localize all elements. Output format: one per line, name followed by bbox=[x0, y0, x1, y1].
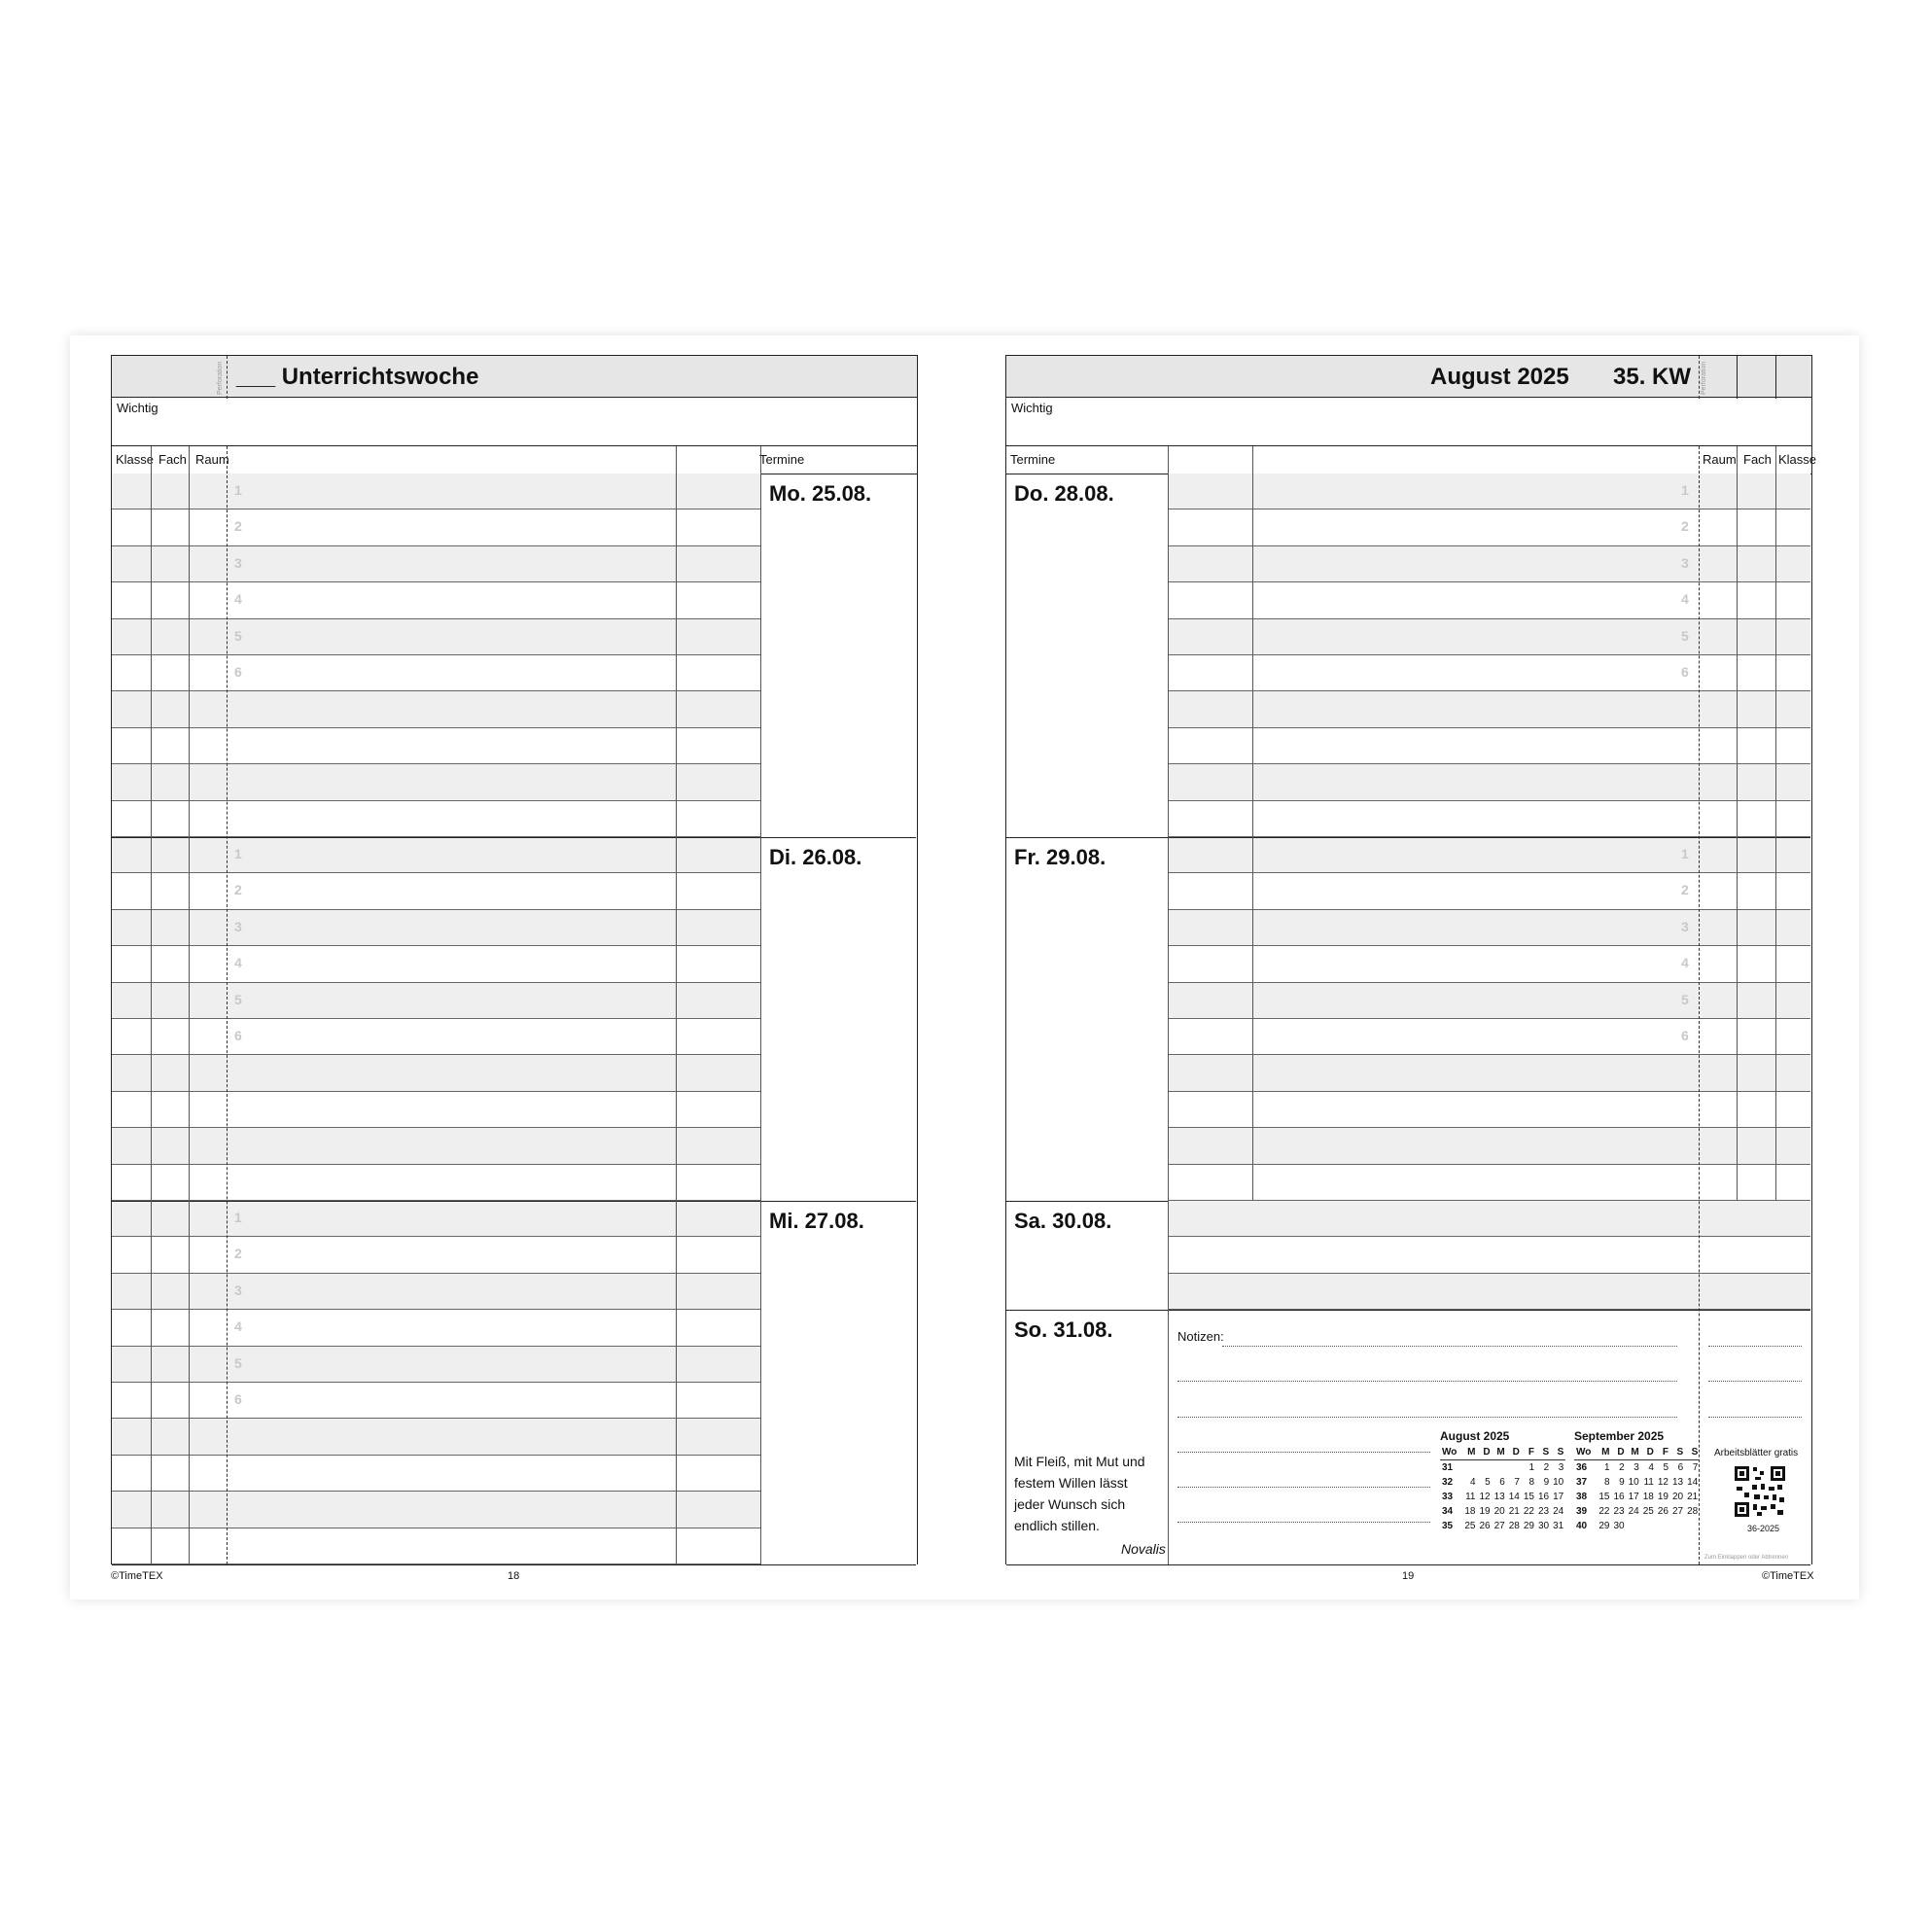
header-divider bbox=[1775, 356, 1776, 399]
mini-calendar-day: 19 bbox=[1479, 1506, 1491, 1518]
table-row[interactable] bbox=[112, 1419, 760, 1455]
mini-calendar-grid bbox=[1440, 1445, 1565, 1533]
column-line bbox=[151, 446, 152, 474]
lesson-table-left bbox=[111, 446, 918, 1564]
mini-calendar-day: 29 bbox=[1598, 1521, 1610, 1532]
mini-calendar-day: 6 bbox=[1677, 1462, 1684, 1474]
mini-calendar-day: 27 bbox=[1672, 1506, 1684, 1518]
mini-calendar-weekday: M bbox=[1462, 1445, 1477, 1460]
mini-calendar-day: 5 bbox=[1663, 1462, 1669, 1474]
day-separator bbox=[112, 1201, 916, 1202]
lesson-number: 3 bbox=[234, 918, 242, 934]
column-line bbox=[1168, 446, 1169, 1564]
table-row[interactable] bbox=[112, 1201, 760, 1237]
mini-calendar-weekday: S bbox=[1685, 1445, 1700, 1460]
perforation-line bbox=[1699, 356, 1700, 399]
table-row[interactable] bbox=[112, 691, 760, 727]
mini-calendar-day: 14 bbox=[1687, 1477, 1699, 1489]
table-row[interactable] bbox=[112, 1165, 760, 1201]
notes-line[interactable] bbox=[1177, 1381, 1677, 1382]
wichtig-label: Wichtig bbox=[117, 401, 158, 415]
mini-calendar-weekday: D bbox=[1478, 1445, 1493, 1460]
sunday-section bbox=[1006, 1310, 1811, 1569]
table-row[interactable] bbox=[1168, 946, 1810, 982]
table-row[interactable] bbox=[1168, 1237, 1810, 1273]
mini-calendar-weekday: S bbox=[1536, 1445, 1551, 1460]
mini-calendar-day: 24 bbox=[1553, 1506, 1564, 1518]
mini-calendar-day: 25 bbox=[1464, 1521, 1476, 1532]
mini-calendar-day: 22 bbox=[1598, 1506, 1610, 1518]
mini-calendar-day: 1 bbox=[1528, 1462, 1534, 1474]
mini-calendar-day bbox=[1507, 1460, 1522, 1476]
col-termine: Termine bbox=[759, 452, 805, 467]
lesson-number: 6 bbox=[234, 664, 242, 680]
mini-calendar-day: 9 bbox=[1543, 1477, 1550, 1489]
mini-calendar-day: 28 bbox=[1508, 1521, 1520, 1532]
mini-calendar-grid bbox=[1574, 1445, 1700, 1533]
table-row[interactable] bbox=[112, 728, 760, 764]
mini-calendar-day bbox=[1641, 1519, 1656, 1533]
mini-calendar-day: 2 bbox=[1619, 1462, 1625, 1474]
table-row[interactable] bbox=[1168, 983, 1810, 1019]
table-row[interactable] bbox=[1168, 1055, 1810, 1091]
mini-calendar-day: 4 bbox=[1648, 1462, 1654, 1474]
lesson-number: 4 bbox=[234, 1318, 242, 1335]
mini-calendar-day: 28 bbox=[1687, 1506, 1699, 1518]
table-row[interactable] bbox=[112, 655, 760, 691]
table-row[interactable] bbox=[112, 1128, 760, 1164]
notes-line[interactable] bbox=[1708, 1381, 1802, 1382]
mini-calendar-day: 13 bbox=[1672, 1477, 1684, 1489]
lesson-number: 4 bbox=[234, 955, 242, 971]
mini-calendar-week-number: 34 bbox=[1442, 1506, 1454, 1518]
mini-calendar-weekday: S bbox=[1551, 1445, 1565, 1460]
mini-calendar-week-number: 33 bbox=[1442, 1492, 1454, 1503]
table-row[interactable] bbox=[112, 474, 760, 509]
mini-calendar-day: 24 bbox=[1628, 1506, 1639, 1518]
table-row[interactable] bbox=[112, 509, 760, 545]
mini-calendar-weekday: F bbox=[1656, 1445, 1670, 1460]
notes-label: Notizen: bbox=[1177, 1329, 1224, 1345]
mini-calendar-title: August 2025 bbox=[1440, 1429, 1510, 1444]
table-row[interactable] bbox=[1168, 1092, 1810, 1128]
lesson-number: 3 bbox=[1681, 918, 1689, 934]
mini-calendar-week-number: 31 bbox=[1442, 1462, 1454, 1474]
mini-calendar-day: 15 bbox=[1523, 1492, 1534, 1503]
day-separator bbox=[1006, 1310, 1810, 1311]
mini-calendar-day: 2 bbox=[1543, 1462, 1550, 1474]
day-separator bbox=[112, 837, 916, 838]
col-fach: Fach bbox=[1743, 452, 1772, 467]
mini-calendar-day: 25 bbox=[1642, 1506, 1654, 1518]
table-row[interactable] bbox=[1168, 582, 1810, 618]
mini-calendar-weekday: Wo bbox=[1440, 1445, 1462, 1460]
mini-calendar-weekday: F bbox=[1522, 1445, 1536, 1460]
table-row[interactable] bbox=[1168, 837, 1810, 873]
col-raum: Raum bbox=[1703, 452, 1737, 467]
page-number-left: 18 bbox=[508, 1570, 520, 1582]
table-row[interactable] bbox=[112, 946, 760, 982]
week-title: 35. KW bbox=[1613, 364, 1692, 390]
mini-calendar-day: 7 bbox=[1692, 1462, 1699, 1474]
perforation-line bbox=[1699, 446, 1700, 1564]
mini-calendar-day: 16 bbox=[1613, 1492, 1625, 1503]
table-row[interactable] bbox=[1168, 1201, 1810, 1237]
page-title: ___ Unterrichtswoche bbox=[236, 364, 479, 390]
mini-calendar-day: 16 bbox=[1538, 1492, 1550, 1503]
lesson-number: 6 bbox=[234, 1028, 242, 1043]
header-divider bbox=[1737, 356, 1738, 399]
table-row[interactable] bbox=[112, 1092, 760, 1128]
table-row[interactable] bbox=[1168, 691, 1810, 727]
mini-calendar-day: 20 bbox=[1493, 1506, 1505, 1518]
table-row[interactable] bbox=[1168, 873, 1810, 909]
mini-calendar-day bbox=[1685, 1519, 1700, 1533]
mini-calendar-weekday: M bbox=[1597, 1445, 1611, 1460]
mini-calendar-day: 23 bbox=[1613, 1506, 1625, 1518]
table-row[interactable] bbox=[1168, 910, 1810, 946]
mini-calendar-day: 11 bbox=[1643, 1477, 1654, 1489]
lesson-number: 1 bbox=[1681, 846, 1689, 861]
lesson-number: 6 bbox=[1681, 664, 1689, 680]
notes-line[interactable] bbox=[1177, 1487, 1430, 1488]
planner-spread bbox=[70, 335, 1859, 1599]
mini-calendar-weekday: D bbox=[1641, 1445, 1656, 1460]
day-heading: Mi. 27.08. bbox=[769, 1209, 864, 1233]
wichtig-box[interactable] bbox=[111, 398, 918, 446]
mini-calendar-day: 27 bbox=[1493, 1521, 1505, 1532]
day-heading: Mo. 25.08. bbox=[769, 481, 872, 506]
column-line bbox=[1737, 446, 1738, 1201]
mini-calendar-week-number: 39 bbox=[1576, 1506, 1588, 1518]
mini-calendar-weekday: Wo bbox=[1574, 1445, 1597, 1460]
day-heading-sunday: So. 31.08. bbox=[1014, 1317, 1113, 1343]
table-row[interactable] bbox=[1168, 801, 1810, 837]
table-row[interactable] bbox=[112, 1383, 760, 1419]
lesson-number: 4 bbox=[1681, 591, 1689, 608]
table-row[interactable] bbox=[112, 546, 760, 582]
lesson-number: 1 bbox=[1681, 482, 1689, 498]
quote-author: Novalis bbox=[1121, 1541, 1166, 1558]
mini-calendar-week-number: 36 bbox=[1576, 1462, 1588, 1474]
column-header-row bbox=[112, 446, 917, 474]
lesson-number: 5 bbox=[234, 991, 242, 1007]
month-title: August 2025 bbox=[1430, 364, 1569, 390]
column-line bbox=[1252, 446, 1253, 1201]
wichtig-box[interactable] bbox=[1005, 398, 1812, 446]
day-separator bbox=[1006, 837, 1810, 838]
lesson-number: 1 bbox=[234, 846, 242, 861]
qr-code-caption: 36-2025 bbox=[1747, 1524, 1780, 1534]
table-bottom bbox=[112, 1564, 916, 1565]
table-row[interactable] bbox=[1168, 1128, 1810, 1164]
mini-calendar-day: 4 bbox=[1469, 1477, 1476, 1489]
lesson-number: 2 bbox=[234, 1246, 242, 1262]
mini-calendar-week-number: 38 bbox=[1576, 1492, 1588, 1503]
column-header-row bbox=[1006, 446, 1817, 474]
column-line bbox=[189, 474, 190, 1564]
day-heading: Fr. 29.08. bbox=[1014, 845, 1107, 869]
mini-calendar-day: 17 bbox=[1628, 1492, 1639, 1503]
mini-calendar-day: 6 bbox=[1499, 1477, 1505, 1489]
column-line bbox=[1775, 446, 1776, 1201]
mini-calendar-weekday: S bbox=[1670, 1445, 1685, 1460]
mini-calendar-day: 13 bbox=[1493, 1492, 1505, 1503]
mini-calendar-day: 8 bbox=[1603, 1477, 1610, 1489]
table-row[interactable] bbox=[112, 1310, 760, 1346]
lesson-number: 1 bbox=[234, 482, 242, 498]
lesson-number: 2 bbox=[1681, 882, 1689, 898]
fold-hint: Zum Einklappen oder Abtrennen bbox=[1704, 1555, 1789, 1562]
page-number-right: 19 bbox=[1402, 1570, 1415, 1582]
mini-calendar-day: 23 bbox=[1538, 1506, 1550, 1518]
left-header-bar bbox=[111, 355, 918, 398]
mini-calendar-weekday: D bbox=[1612, 1445, 1627, 1460]
table-row[interactable] bbox=[112, 1237, 760, 1273]
mini-calendar-weekday: M bbox=[1493, 1445, 1507, 1460]
lesson-number: 3 bbox=[1681, 554, 1689, 571]
day-heading: Di. 26.08. bbox=[769, 845, 862, 869]
lesson-number: 3 bbox=[234, 554, 242, 571]
perforation-line bbox=[227, 356, 228, 399]
table-row[interactable] bbox=[112, 619, 760, 655]
mini-calendar-day: 12 bbox=[1479, 1492, 1491, 1503]
mini-calendar-day: 31 bbox=[1553, 1521, 1564, 1532]
table-row[interactable] bbox=[1168, 1019, 1810, 1055]
col-klasse: Klasse bbox=[116, 452, 155, 467]
mini-calendar-day: 18 bbox=[1464, 1506, 1476, 1518]
wichtig-label: Wichtig bbox=[1011, 401, 1053, 415]
lesson-number: 2 bbox=[234, 882, 242, 898]
table-row[interactable] bbox=[112, 873, 760, 909]
mini-calendar-day bbox=[1493, 1460, 1507, 1476]
mini-calendar-week-number: 37 bbox=[1576, 1477, 1588, 1489]
mini-calendar-day: 21 bbox=[1508, 1506, 1520, 1518]
mini-calendar-day bbox=[1478, 1460, 1493, 1476]
table-row[interactable] bbox=[1168, 1165, 1810, 1201]
mini-calendar-day: 11 bbox=[1465, 1492, 1476, 1503]
table-row[interactable] bbox=[112, 837, 760, 873]
col-klasse: Klasse bbox=[1778, 452, 1817, 467]
lesson-number: 4 bbox=[1681, 955, 1689, 971]
col-termine: Termine bbox=[1010, 452, 1056, 467]
day-heading: Do. 28.08. bbox=[1014, 481, 1114, 506]
column-line bbox=[151, 474, 152, 1564]
mini-calendar-day: 3 bbox=[1633, 1462, 1639, 1474]
day-heading: Sa. 30.08. bbox=[1014, 1209, 1112, 1233]
mini-calendar-day bbox=[1656, 1519, 1670, 1533]
mini-calendar-day: 7 bbox=[1514, 1477, 1520, 1489]
column-line bbox=[760, 474, 761, 1564]
lesson-number: 6 bbox=[1681, 1028, 1689, 1043]
lesson-number: 2 bbox=[234, 518, 242, 535]
mini-calendar-day: 1 bbox=[1603, 1462, 1610, 1474]
mini-calendar-september bbox=[1574, 1429, 1700, 1533]
column-line bbox=[676, 474, 677, 1564]
column-line bbox=[760, 446, 761, 474]
mini-calendar-week-number: 35 bbox=[1442, 1521, 1454, 1532]
table-row[interactable] bbox=[112, 1055, 760, 1091]
table-row[interactable] bbox=[1168, 474, 1810, 509]
notes-line[interactable] bbox=[1708, 1417, 1802, 1418]
table-row[interactable] bbox=[112, 1492, 760, 1528]
mini-calendar-weekday: M bbox=[1627, 1445, 1641, 1460]
mini-calendar-day: 30 bbox=[1538, 1521, 1550, 1532]
mini-calendar-day: 3 bbox=[1558, 1462, 1564, 1474]
mini-calendar-day: 15 bbox=[1598, 1492, 1610, 1503]
notes-line[interactable] bbox=[1708, 1346, 1802, 1347]
lesson-number: 4 bbox=[234, 591, 242, 608]
lesson-number: 5 bbox=[1681, 991, 1689, 1007]
mini-calendar-day: 29 bbox=[1523, 1521, 1534, 1532]
table-row[interactable] bbox=[112, 1019, 760, 1055]
perforation-label: Perforation bbox=[217, 361, 224, 395]
mini-calendar-day: 9 bbox=[1619, 1477, 1625, 1489]
lesson-number: 5 bbox=[234, 627, 242, 644]
mini-calendar-day: 30 bbox=[1613, 1521, 1625, 1532]
left-page bbox=[111, 355, 918, 1570]
lesson-number: 5 bbox=[1681, 627, 1689, 644]
table-bottom bbox=[1006, 1564, 1810, 1565]
table-row[interactable] bbox=[1168, 619, 1810, 655]
table-row[interactable] bbox=[112, 1347, 760, 1383]
mini-calendar-august bbox=[1440, 1429, 1565, 1533]
worksheets-label: Arbeitsblätter gratis bbox=[1714, 1448, 1799, 1459]
col-raum: Raum bbox=[195, 452, 229, 467]
lesson-number: 6 bbox=[234, 1391, 242, 1407]
table-row[interactable] bbox=[112, 1528, 760, 1564]
mini-calendar-day bbox=[1462, 1460, 1477, 1476]
mini-calendar-day: 12 bbox=[1657, 1477, 1669, 1489]
mini-calendar-day bbox=[1627, 1519, 1641, 1533]
column-line bbox=[676, 446, 677, 474]
mini-calendar-day: 17 bbox=[1553, 1492, 1564, 1503]
mini-calendar-day bbox=[1670, 1519, 1685, 1533]
mini-calendar-week-number: 32 bbox=[1442, 1477, 1454, 1489]
right-page bbox=[1005, 355, 1817, 1570]
table-row[interactable] bbox=[1168, 546, 1810, 582]
table-row[interactable] bbox=[112, 582, 760, 618]
table-row[interactable] bbox=[1168, 1274, 1810, 1310]
notes-line[interactable] bbox=[1177, 1522, 1430, 1523]
mini-calendar-day: 19 bbox=[1657, 1492, 1669, 1503]
mini-calendar-day: 14 bbox=[1508, 1492, 1520, 1503]
table-row[interactable] bbox=[1168, 764, 1810, 800]
table-row[interactable] bbox=[112, 1274, 760, 1310]
mini-calendar-day: 21 bbox=[1687, 1492, 1699, 1503]
mini-calendar-title: September 2025 bbox=[1574, 1429, 1665, 1444]
mini-calendar-day: 10 bbox=[1628, 1477, 1639, 1489]
mini-calendar-weekday: D bbox=[1507, 1445, 1522, 1460]
table-row[interactable] bbox=[112, 1456, 760, 1492]
lesson-table-right bbox=[1005, 446, 1817, 1564]
mini-calendar-week-number: 40 bbox=[1576, 1521, 1588, 1532]
table-row[interactable] bbox=[1168, 509, 1810, 545]
quote-text: Mit Fleiß, mit Mut und festem Willen lässt jeder Wunsch sich endlich stillen. bbox=[1014, 1454, 1145, 1534]
table-row[interactable] bbox=[1168, 655, 1810, 691]
table-row[interactable] bbox=[112, 801, 760, 837]
perforation-label: Perforation bbox=[1701, 361, 1707, 395]
perforation-line bbox=[227, 446, 228, 1564]
notes-line[interactable] bbox=[1177, 1452, 1430, 1453]
lesson-number: 3 bbox=[234, 1282, 242, 1298]
mini-calendar-day: 26 bbox=[1479, 1521, 1491, 1532]
lesson-number: 1 bbox=[234, 1210, 242, 1225]
lesson-number: 5 bbox=[234, 1354, 242, 1371]
copyright-right: ©TimeTEX bbox=[1762, 1570, 1814, 1582]
lesson-number: 2 bbox=[1681, 518, 1689, 535]
mini-calendar-day: 5 bbox=[1485, 1477, 1491, 1489]
copyright-left: ©TimeTEX bbox=[111, 1570, 163, 1582]
table-row[interactable] bbox=[1168, 728, 1810, 764]
mini-calendar-day: 18 bbox=[1642, 1492, 1654, 1503]
notes-line[interactable] bbox=[1177, 1417, 1677, 1418]
column-line bbox=[189, 446, 190, 474]
qr-code-icon[interactable] bbox=[1734, 1465, 1786, 1518]
mini-calendar-day: 10 bbox=[1553, 1477, 1564, 1489]
mini-calendar-day: 22 bbox=[1523, 1506, 1534, 1518]
col-fach: Fach bbox=[158, 452, 187, 467]
table-row[interactable] bbox=[112, 983, 760, 1019]
notes-line[interactable] bbox=[1222, 1346, 1677, 1347]
mini-calendar-day: 26 bbox=[1657, 1506, 1669, 1518]
table-row[interactable] bbox=[112, 910, 760, 946]
table-row[interactable] bbox=[112, 764, 760, 800]
mini-calendar-day: 20 bbox=[1672, 1492, 1684, 1503]
mini-calendar-day: 8 bbox=[1528, 1477, 1534, 1489]
right-header-bar bbox=[1005, 355, 1812, 398]
